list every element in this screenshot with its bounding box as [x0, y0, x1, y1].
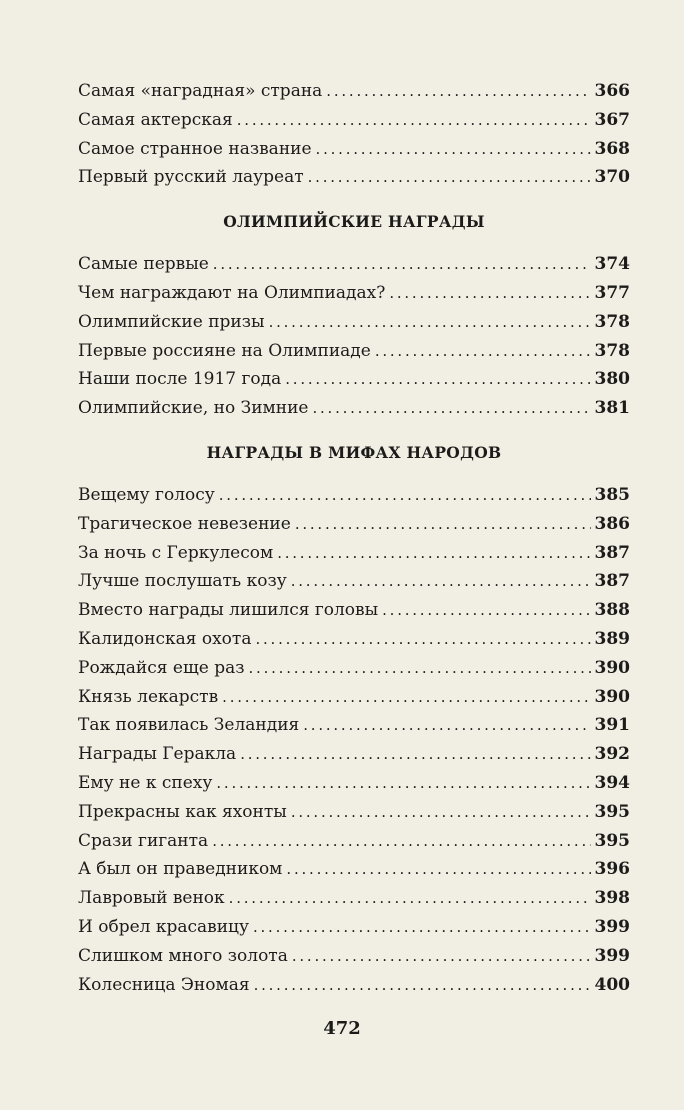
entry-title: Ему не к спеху	[78, 772, 213, 793]
dot-leader	[212, 827, 590, 856]
entry-page: 387	[594, 571, 630, 592]
entry-page: 377	[594, 282, 630, 303]
toc-entry	[78, 683, 630, 712]
dot-leader	[312, 394, 590, 423]
entry-title: Самое странное название	[78, 138, 312, 159]
toc-entry	[78, 769, 630, 798]
dot-leader	[285, 365, 590, 394]
entry-page: 390	[594, 657, 630, 678]
dot-leader	[269, 308, 591, 337]
entry-title: Олимпийские призы	[78, 311, 265, 332]
entry-page: 387	[594, 542, 630, 563]
toc-entry	[78, 654, 630, 683]
dot-leader	[286, 855, 590, 884]
dot-leader	[254, 971, 591, 1000]
entry-page: 386	[594, 513, 630, 534]
toc-entry	[78, 567, 630, 596]
toc-entry	[78, 337, 630, 366]
dot-leader	[292, 942, 591, 971]
toc-entry	[78, 279, 630, 308]
entry-title: Самая «наградная» страна	[78, 81, 323, 101]
entry-title: Первый русский лауреат	[78, 167, 304, 188]
section-heading-olympic: ОЛИМПИЙСКИЕ НАГРАДЫ	[223, 212, 485, 232]
toc-entry	[78, 308, 630, 337]
entry-title: Лучше послушать козу	[78, 571, 287, 592]
dot-leader	[237, 106, 591, 135]
toc-entry	[78, 740, 630, 769]
entry-title: Калидонская охота	[78, 628, 252, 649]
table-of-contents	[78, 77, 630, 999]
toc-section-myths	[78, 481, 630, 999]
dot-leader	[249, 654, 591, 683]
dot-leader	[382, 596, 590, 625]
entry-title: Колесница Эномая	[78, 974, 250, 995]
dot-leader	[291, 567, 591, 596]
toc-entry	[78, 884, 630, 913]
entry-title: Первые россияне на Олимпиаде	[78, 340, 371, 361]
entry-page: 368	[594, 138, 630, 159]
entry-title: Награды Геракла	[78, 744, 237, 765]
entry-title: Наши после 1917 года	[78, 369, 282, 390]
entry-page: 392	[594, 744, 630, 765]
toc-entry	[78, 135, 630, 164]
toc-entry	[78, 798, 630, 827]
entry-page: 389	[594, 628, 630, 649]
dot-leader	[277, 539, 590, 568]
entry-page: 398	[594, 888, 630, 909]
entry-title: Лавровый венок	[78, 888, 225, 909]
entry-page: 370	[594, 167, 630, 188]
entry-title: За ночь с Геркулесом	[78, 542, 274, 563]
entry-page: 394	[594, 772, 630, 793]
toc-section-continued	[78, 77, 630, 192]
entry-title: И обрел красавицу	[78, 916, 249, 937]
entry-title: Трагическое невезение	[78, 513, 291, 534]
entry-page: 390	[594, 686, 630, 707]
entry-page: 391	[594, 715, 630, 736]
toc-entry	[78, 481, 630, 510]
toc-entry	[78, 163, 630, 192]
entry-page: 396	[594, 859, 630, 880]
entry-title: Вещему голосу	[78, 484, 215, 505]
toc-entry	[78, 250, 630, 279]
dot-leader	[303, 711, 590, 740]
entry-title: Рождайся еще раз	[78, 657, 245, 678]
dot-leader	[222, 683, 590, 712]
dot-leader	[213, 250, 591, 279]
toc-entry	[78, 77, 630, 106]
entry-title: Слишком много золота	[78, 945, 288, 966]
dot-leader	[219, 481, 591, 510]
entry-title: Чем награждают на Олимпиадах?	[78, 282, 386, 303]
toc-entry	[78, 971, 630, 1000]
toc-entry	[78, 827, 630, 856]
entry-page: 378	[594, 340, 630, 361]
dot-leader	[375, 337, 591, 366]
entry-page: 399	[594, 916, 630, 937]
entry-page: 388	[594, 600, 630, 621]
entry-page: 374	[594, 254, 630, 275]
entry-page: 367	[594, 109, 630, 130]
dot-leader	[253, 913, 591, 942]
entry-page: 366	[594, 81, 630, 101]
page-number: 472	[323, 1018, 361, 1039]
toc-entry	[78, 596, 630, 625]
entry-page: 385	[594, 484, 630, 505]
entry-title: Самые первые	[78, 254, 209, 275]
entry-page: 395	[594, 801, 630, 822]
entry-title: Самая актерская	[78, 109, 233, 130]
entry-title: А был он праведником	[78, 859, 283, 880]
dot-leader	[255, 625, 590, 654]
entry-title: Вместо награды лишился головы	[78, 600, 379, 621]
toc-entry	[78, 106, 630, 135]
toc-entry	[78, 942, 630, 971]
entry-page: 380	[594, 369, 630, 390]
toc-entry	[78, 510, 630, 539]
toc-entry	[78, 365, 630, 394]
dot-leader	[295, 510, 591, 539]
entry-page: 395	[594, 830, 630, 851]
toc-entry	[78, 855, 630, 884]
dot-leader	[216, 769, 590, 798]
entry-title: Князь лекарств	[78, 686, 219, 707]
entry-page: 381	[594, 398, 630, 419]
toc-entry	[78, 394, 630, 423]
dot-leader	[229, 884, 591, 913]
entry-title: Срази гиганта	[78, 830, 209, 851]
dot-leader	[326, 77, 590, 106]
dot-leader	[308, 163, 591, 192]
toc-entry	[78, 625, 630, 654]
toc-section-olympic	[78, 250, 630, 423]
entry-page: 399	[594, 945, 630, 966]
entry-page: 400	[594, 974, 630, 995]
entry-title: Олимпийские, но Зимние	[78, 398, 309, 419]
toc-entry	[78, 711, 630, 740]
dot-leader	[389, 279, 590, 308]
dot-leader	[240, 740, 590, 769]
toc-entry	[78, 539, 630, 568]
toc-entry	[78, 913, 630, 942]
entry-page: 378	[594, 311, 630, 332]
section-heading-myths: НАГРАДЫ В МИФАХ НАРОДОВ	[206, 442, 502, 462]
entry-title: Прекрасны как яхонты	[78, 801, 287, 822]
dot-leader	[316, 135, 591, 164]
dot-leader	[291, 798, 591, 827]
entry-title: Так появилась Зеландия	[78, 715, 300, 736]
